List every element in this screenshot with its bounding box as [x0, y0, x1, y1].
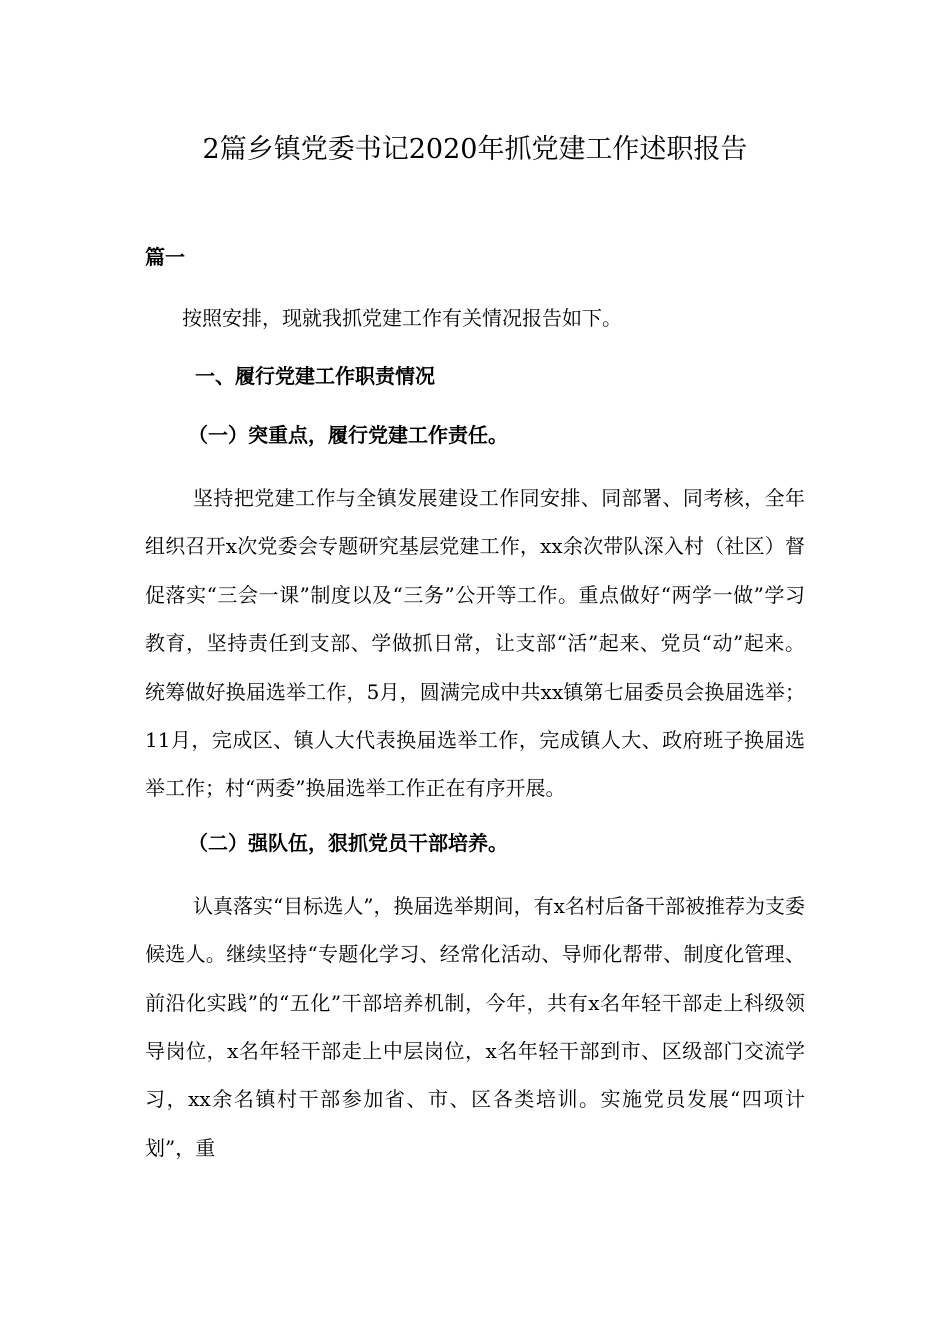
- subsection-heading-1: （一）突重点，履行党建工作责任。: [188, 423, 508, 447]
- document-title: 2篇乡镇党委书记2020年抓党建工作述职报告: [202, 134, 748, 165]
- section-label: 篇一: [145, 245, 185, 269]
- subsection-heading-2: （二）强队伍，狠抓党员干部培养。: [188, 830, 508, 855]
- heading-level-1: 一、履行党建工作职责情况: [195, 364, 435, 388]
- subsection-paragraph-2: 认真落实“目标选人”，换届选举期间，有x名村后备干部被推荐为支委候选人。继续坚持“专题化学习、经常化活动、导师化帮带、制度化管理、前沿化实践”的“五化”干部培养机制，今年，共有x名年轻干部走上科级领导岗位，x名年轻干部走上中层岗位，x名年轻干部到市、区级部门交流学习，xx余名镇村干部参加省、市、区各类培训。实施党员发展“四项计划”，重: [145, 893, 805, 1160]
- intro-paragraph: 按照安排，现就我抓党建工作有关情况报告如下。: [182, 306, 622, 330]
- document-body: [145, 245, 805, 1190]
- subsection-paragraph-1: 坚持把党建工作与全镇发展建设工作同安排、同部署、同考核，全年组织召开x次党委会专题研究基层党建工作，xx余次带队深入村（社区）督促落实“三会一课”制度以及“三务”公开等工作。重点做好“两学一做”学习教育，坚持责任到支部、学做抓日常，让支部“活”起来、党员“动”起来。统筹做好换届选举工作，5月，圆满完成中共xx镇第七届委员会换届选举；11月，完成区、镇人大代表换届选举工作，完成镇人大、政府班子换届选举工作；村“两委”换届选举工作正在有序开展。: [145, 486, 805, 801]
